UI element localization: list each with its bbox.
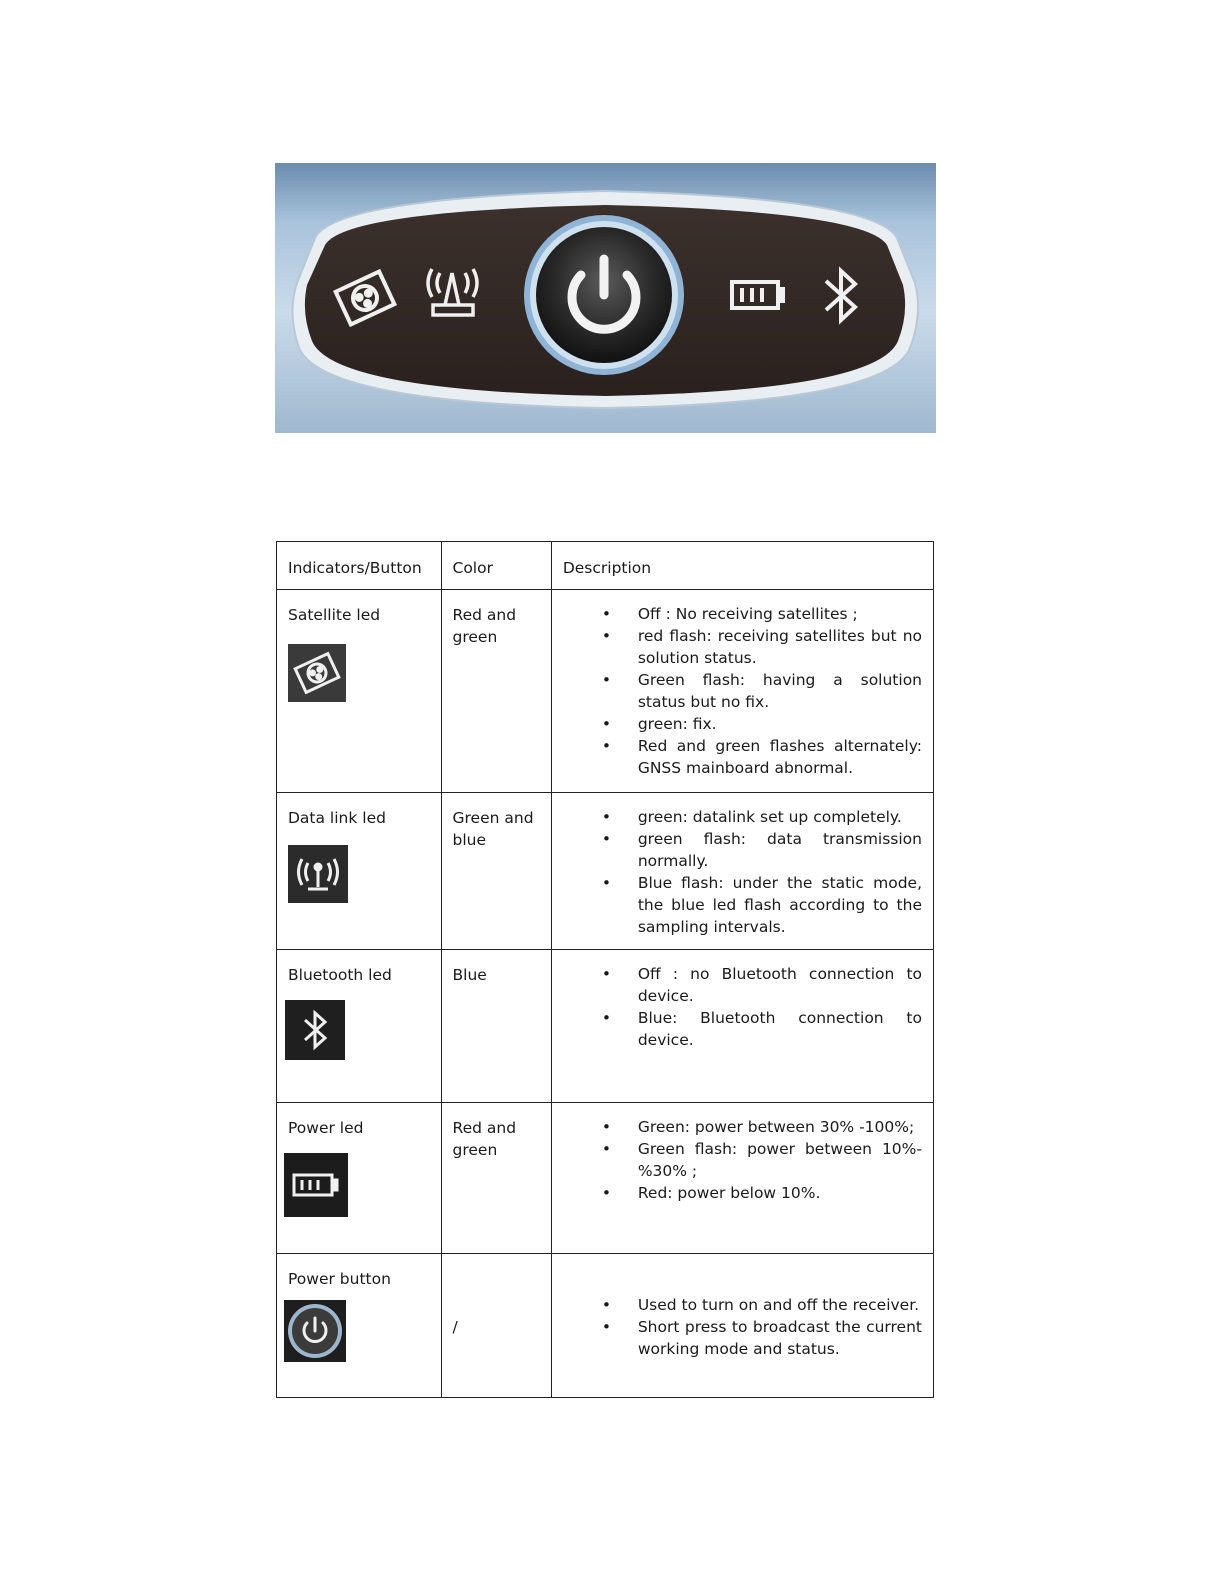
list-item: • Blue: Bluetooth connection to device.	[638, 1007, 922, 1051]
indicator-name: Bluetooth led	[288, 966, 392, 984]
indicator-color: Red and green	[452, 1119, 517, 1159]
list-item: • Off : no Bluetooth connection to device.	[638, 963, 922, 1007]
header-color: Color	[441, 542, 551, 590]
table-header-row	[277, 542, 934, 590]
table-row	[277, 1254, 934, 1398]
battery-icon	[284, 1153, 348, 1217]
list-item: • Green flash: power between 10%-%30% ;	[638, 1138, 922, 1182]
indicator-name: Data link led	[288, 809, 386, 827]
description-list	[552, 590, 933, 779]
bluetooth-icon	[285, 1000, 345, 1060]
indicator-color: Red and green	[452, 606, 517, 646]
list-item: • Short press to broadcast the current working mode and status.	[638, 1316, 922, 1360]
list-item: • red flash: receiving satellites but no solution status.	[638, 625, 922, 669]
table-row	[277, 1103, 934, 1254]
table-row	[277, 590, 934, 793]
list-item: • Blue flash: under the static mode, the blue led flash according to the sampling intervals.	[638, 872, 922, 938]
indicator-color: Green and blue	[452, 809, 534, 849]
header-indicator: Indicators/Button	[277, 542, 442, 590]
description-list	[552, 1103, 933, 1204]
indicator-name: Satellite led	[288, 606, 381, 624]
description-list	[552, 1254, 933, 1360]
list-item: • green: fix.	[638, 713, 922, 735]
list-item: • Off : No receiving satellites ;	[638, 603, 922, 625]
list-item: • Green flash: having a solution status but no fix.	[638, 669, 922, 713]
list-item: • green: datalink set up completely.	[638, 806, 922, 828]
list-item: • Green: power between 30% -100%;	[638, 1116, 922, 1138]
indicator-color: Blue	[452, 966, 487, 984]
indicator-table	[276, 541, 934, 1398]
list-item: • Red and green flashes alternately: GNSS mainboard abnormal.	[638, 735, 922, 779]
antenna-icon	[288, 845, 348, 903]
device-panel-photo	[275, 163, 936, 433]
description-list	[552, 793, 933, 938]
power-icon	[284, 1300, 346, 1362]
indicator-color: /	[452, 1318, 458, 1336]
list-item: • Red: power below 10%.	[638, 1182, 922, 1204]
satellite-icon	[288, 644, 346, 702]
header-description: Description	[551, 542, 933, 590]
description-list	[552, 950, 933, 1051]
list-item: • Used to turn on and off the receiver.	[638, 1294, 922, 1316]
table-row	[277, 793, 934, 950]
list-item: • green flash: data transmission normally.	[638, 828, 922, 872]
indicator-name: Power button	[288, 1270, 391, 1288]
table-row	[277, 950, 934, 1103]
indicator-name: Power led	[288, 1119, 364, 1137]
